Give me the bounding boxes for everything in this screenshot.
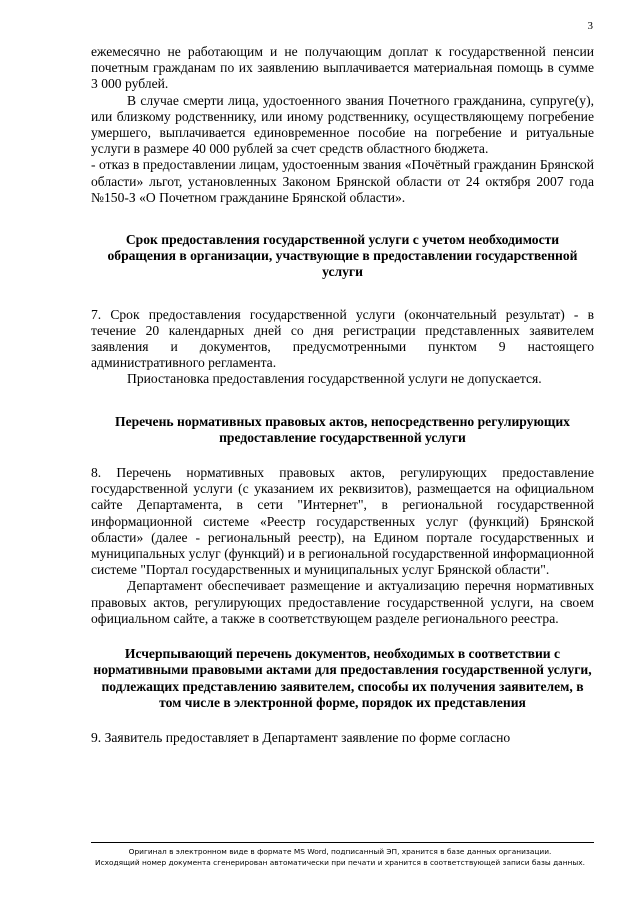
paragraph-material-aid: ежемесячно не работающим и не получающим доплат к государственной пенсии почетным гражданам по их заявлению выплачивается материальная помощь в сумме 3 000 рублей. xyxy=(91,44,594,92)
paragraph-no-suspension: Приостановка предоставления государственной услуги не допускается. xyxy=(127,371,542,387)
heading-service-term: Срок предоставления государственной услуги с учетом необходимости обращения в организации, участвующие в предоставлении государственной услуги xyxy=(107,232,578,280)
paragraph-9-application: 9. Заявитель предоставляет в Департамент заявление по форме согласно xyxy=(91,729,511,745)
footer-divider xyxy=(91,842,594,843)
paragraph-refusal: - отказ в предоставлении лицам, удостоенным звания «Почётный гражданин Брянской области» льгот, установленных Законом Брянской области от 24 октября 2007 года №150-З «О Почетном гражданине Брянской области». xyxy=(91,157,594,205)
footer-line-number: Исходящий номер документа сгенерирован автоматически при печати и хранится в соответствующей записи базы данных. xyxy=(95,858,585,867)
page-footer xyxy=(60,846,620,868)
paragraph-department-publishing: Департамент обеспечивает размещение и актуализацию перечня нормативных правовых актов, регулирующих предоставление государственной услуги, на своем официальном сайте, а также в соответствующем разделе регионального реестра. xyxy=(91,578,594,626)
document-body xyxy=(91,44,594,746)
paragraph-funeral-allowance: В случае смерти лица, удостоенного звания Почетного гражданина, супруге(у), или близкому родственнику, или иному родственнику, осуществляющему погребение умершего, выплачивается единовременное пособие на погребение и ритуальные услуги в размере 40 000 рублей за счет средств областного бюджета. xyxy=(91,92,594,157)
heading-documents-list: Исчерпывающий перечень документов, необходимых в соответствии с нормативными правовыми актами для предоставления государственной услуги, подлежащих представлению заявителем, способы их получения заявителем, в том числе в электронной форме, порядок их представления xyxy=(93,646,592,710)
heading-legal-acts: Перечень нормативных правовых актов, непосредственно регулирующих предоставление государственной услуги xyxy=(115,413,570,445)
page-number: 3 xyxy=(587,20,593,32)
footer-line-original: Оригинал в электронном виде в формате MS Word, подписанный ЭП, хранится в базе данных организации. xyxy=(128,847,552,856)
paragraph-7-term: 7. Срок предоставления государственной услуги (окончательный результат) - в течение 20 календарных дней со дня регистрации представленных заявителем заявления и документов, предусмотренными пунктом 9 настоящего административного регламента. xyxy=(91,306,594,371)
paragraph-8-legal-acts: 8. Перечень нормативных правовых актов, регулирующих предоставление государственной услуги (с указанием их реквизитов), размещается на официальном сайте Департамента, в сети "Интернет", в региональной государственной информационной системе «Реестр государственных услуг (функций) Брянской области» (далее - региональный реестр), на Едином портале государственных и муниципальных услуг (функций) и в региональной государственной информационной системе "Портал государственных и муниципальных услуг Брянской области". xyxy=(91,465,594,578)
